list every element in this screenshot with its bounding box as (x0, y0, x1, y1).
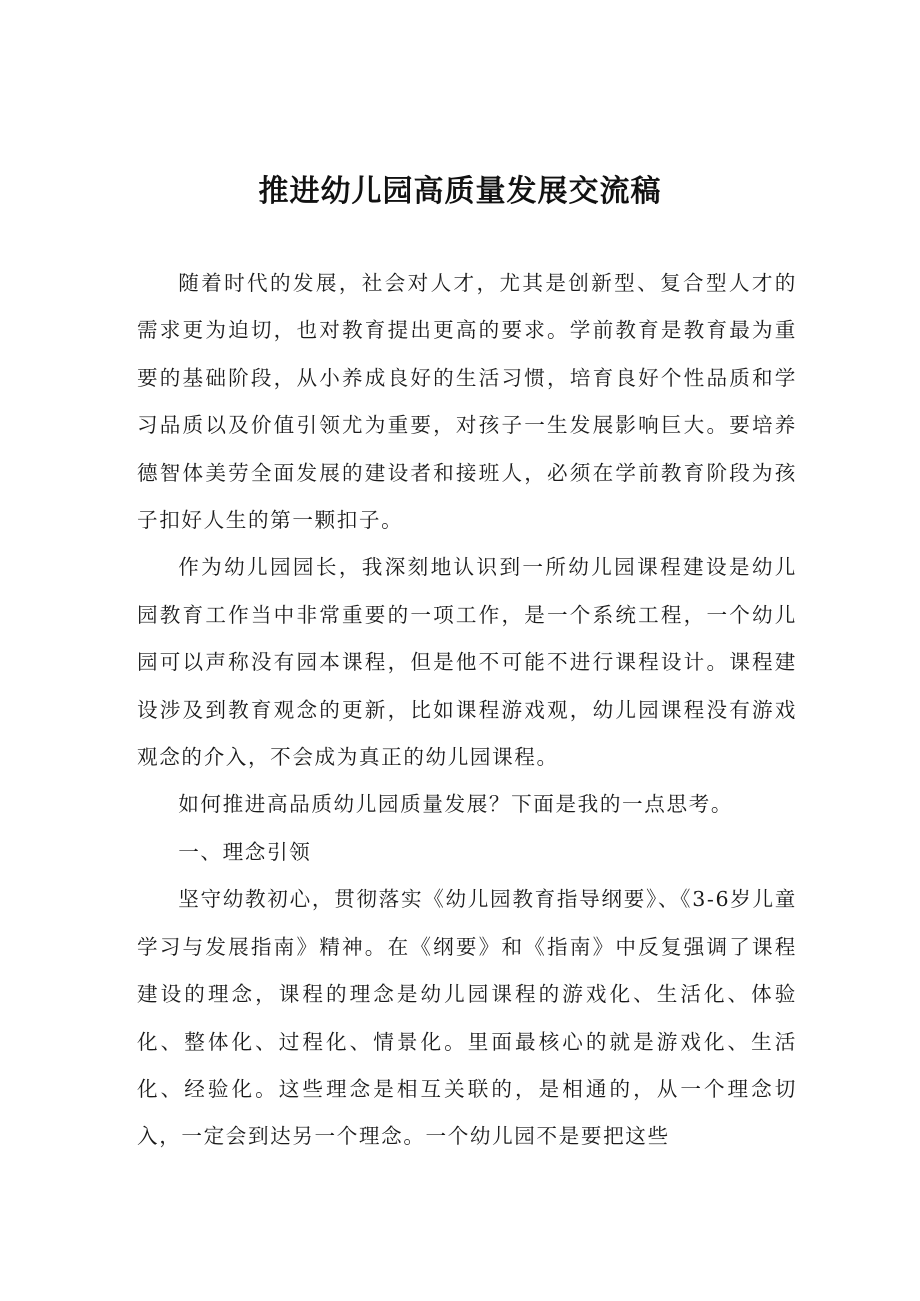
paragraph-question: 如何推进高品质幼儿园质量发展？下面是我的一点思考。 (178, 792, 734, 817)
section-heading-concept: 一、理念引领 (178, 839, 312, 864)
paragraph-principal-view: 作为幼儿园园长，我深刻地认识到一所幼儿园课程建设是幼儿园教育工作当中非常重要的一项工作，是一个系统工程，一个幼儿园可以声称没有园本课程，但是他不可能不进行课程设计。课程建设涉及到教育观念的更新，比如课程游戏观，幼儿园课程没有游戏观念的介入，不会成为真正的幼儿园课程。 (137, 555, 797, 770)
document-title: 推进幼儿园高质量发展交流稿 (258, 174, 662, 209)
paragraph-concept: 坚守幼教初心，贯彻落实《幼儿园教育指导纲要》、《3-6岁儿童学习与发展指南》精神。在《纲要》和《指南》中反复强调了课程建设的理念，课程的理念是幼儿园课程的游戏化、生活化、体验化、整体化、过程化、情景化。里面最核心的就是游戏化、生活化、经验化。这些理念是相互关联的，是相通的，从一个理念切入，一定会到达另一个理念。一个幼儿园不是要把这些 (137, 887, 797, 1149)
paragraph-intro: 随着时代的发展，社会对人才，尤其是创新型、复合型人才的需求更为迫切，也对教育提出更高的要求。学前教育是教育最为重要的基础阶段，从小养成良好的生活习惯，培育良好个性品质和学习品质以及价值引领尤为重要，对孩子一生发展影响巨大。要培养德智体美劳全面发展的建设者和接班人，必须在学前教育阶段为孩子扣好人生的第一颗扣子。 (137, 271, 797, 533)
document-body (137, 260, 797, 1161)
